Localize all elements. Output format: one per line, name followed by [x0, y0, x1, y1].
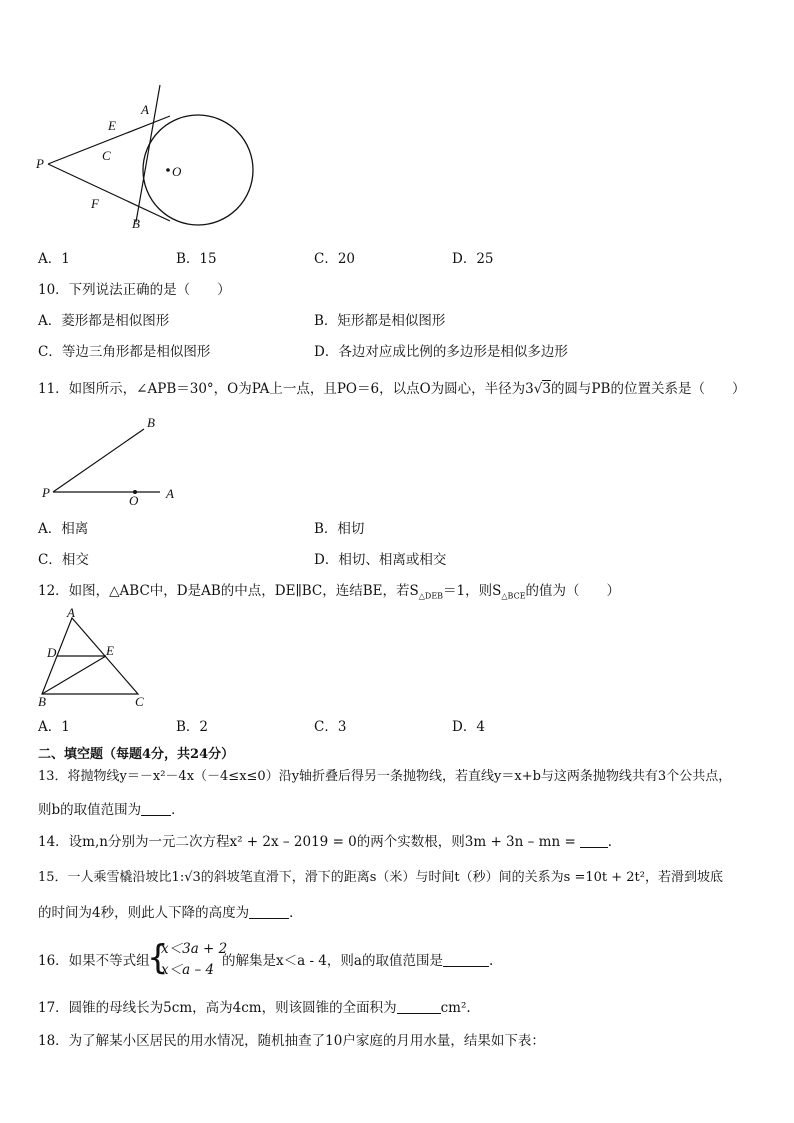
- q14-answer-blank[interactable]: [580, 833, 608, 848]
- q17-text: 17．圆锥的母线长为5cm，高为4cm，则该圆锥的全面积为: [38, 1000, 397, 1016]
- q15-answer-blank[interactable]: [249, 904, 289, 919]
- q16-post-line: [222, 952, 493, 970]
- label-B: B: [147, 415, 155, 430]
- q16-post: 的解集是x＜a - 4，则a的取值范围是: [222, 953, 443, 969]
- q17-answer-blank[interactable]: [397, 999, 441, 1014]
- label-D: D: [47, 645, 57, 660]
- label-E: E: [108, 118, 116, 133]
- q9-figure: [30, 80, 270, 240]
- label-P: P: [42, 485, 50, 500]
- q13-line1: 13．将抛物线y＝－x²－4x（－4≤x≤0）沿y轴折叠后得另一条抛物线，若直线y＝x+b与这两条抛物线共有3个公共点，: [38, 769, 732, 784]
- q10-option-b: B．矩形都是相似图形: [314, 313, 446, 329]
- q12-stem-c: 的值为（ ）: [525, 583, 621, 599]
- q12-stem-b: ＝1，则S: [443, 583, 502, 599]
- label-A: A: [67, 605, 75, 620]
- q12-option-c: C．3: [314, 719, 347, 735]
- q16-ineq1: x＜3a + 2: [161, 941, 228, 957]
- section-heading: 二、填空题（每题4分，共24分）: [38, 747, 235, 762]
- label-B: B: [38, 694, 46, 709]
- q15-text: 的时间为4秒，则此人下降的高度为: [38, 905, 250, 921]
- q12-sub1: △DEB: [418, 591, 444, 601]
- q14-line: [38, 833, 621, 851]
- q12-option-b: B．2: [176, 719, 209, 735]
- q12-sub2: △BCE: [501, 591, 526, 601]
- label-F: F: [91, 196, 99, 211]
- q12-stem-a: 12．如图，△ABC中，D是AB的中点，DE∥BC，连结BE，若S: [38, 583, 419, 599]
- q14-end: ．: [607, 834, 622, 850]
- q17-line: [38, 999, 471, 1017]
- q16-pre: 16．如果不等式组: [38, 953, 150, 969]
- circle-o: [143, 115, 253, 225]
- q13-line2: [38, 801, 185, 819]
- q11-stem-b: 的圆与PB的位置关系是（ ）: [550, 381, 746, 397]
- q16-end: .: [488, 953, 494, 969]
- q11-sqrt-value: 3: [542, 381, 551, 397]
- label-P: P: [36, 156, 44, 171]
- q16-brace: {: [147, 938, 169, 978]
- q18-text: 18．为了解某小区居民的用水情况，随机抽查了10户家庭的月用水量，结果如下表：: [38, 1033, 545, 1049]
- q10-option-c: C．等边三角形都是相似图形: [38, 344, 211, 360]
- q9-option-c: C．20: [314, 251, 356, 267]
- label-A: A: [166, 486, 174, 501]
- label-B: B: [132, 216, 140, 231]
- q13-answer-blank[interactable]: [141, 801, 171, 816]
- q9-option-d: D．25: [452, 251, 494, 267]
- label-O: O: [172, 164, 182, 179]
- q14-text: 14．设m,n分别为一元二次方程x² + 2x – 2019 = 0的两个实数根，则3m + 3n – mn =: [38, 834, 576, 850]
- q10-stem: 10．下列说法正确的是（ ）: [38, 282, 231, 298]
- label-O: O: [129, 493, 139, 508]
- label-A: A: [141, 102, 149, 117]
- q12-figure: [36, 605, 166, 709]
- q9-option-b: B．15: [176, 251, 217, 267]
- center-dot: [166, 168, 170, 172]
- q11-option-a: A．相离: [38, 521, 89, 537]
- tangent-pb: [48, 164, 170, 221]
- sqrt-sign: √: [533, 381, 543, 397]
- q15-line1: 15．一人乘雪橇沿坡比1:√3的斜坡笔直滑下，滑下的距离s（米）与时间t（秒）间的关系为s =10t + 2t²，若滑到坡底: [38, 870, 723, 885]
- q12-option-a: A．1: [38, 719, 70, 735]
- q16-ineq2: x＜a – 4: [161, 962, 215, 978]
- segment-be: [42, 656, 106, 694]
- q16-answer-blank[interactable]: [443, 952, 489, 967]
- q11-option-b: B．相切: [314, 521, 365, 537]
- q11-option-c: C．相交: [38, 552, 89, 568]
- label-E: E: [106, 643, 114, 658]
- q10-option-d: D．各边对应成比例的多边形是相似多边形: [314, 344, 568, 360]
- q12-stem: [38, 582, 620, 606]
- q15-end: ．: [289, 905, 303, 921]
- q11-figure: [36, 412, 196, 508]
- q9-option-a: A．1: [38, 251, 70, 267]
- q17-unit: cm².: [440, 1000, 471, 1016]
- q11-option-d: D．相切、相离或相交: [314, 552, 447, 568]
- q10-option-a: A．菱形都是相似图形: [38, 313, 170, 329]
- label-C: C: [135, 694, 144, 709]
- q11-stem: [38, 380, 745, 398]
- q12-option-d: D．4: [452, 719, 485, 735]
- q13-text: 则b的取值范围为: [38, 802, 142, 818]
- q15-line2: [38, 904, 303, 922]
- q13-end: ．: [171, 802, 185, 818]
- ray-pb: [53, 429, 144, 492]
- label-C: C: [102, 148, 111, 163]
- q11-stem-a: 11．如图所示，∠APB＝30°，O为PA上一点，且PO＝6，以点O为圆心，半径为3: [38, 381, 534, 397]
